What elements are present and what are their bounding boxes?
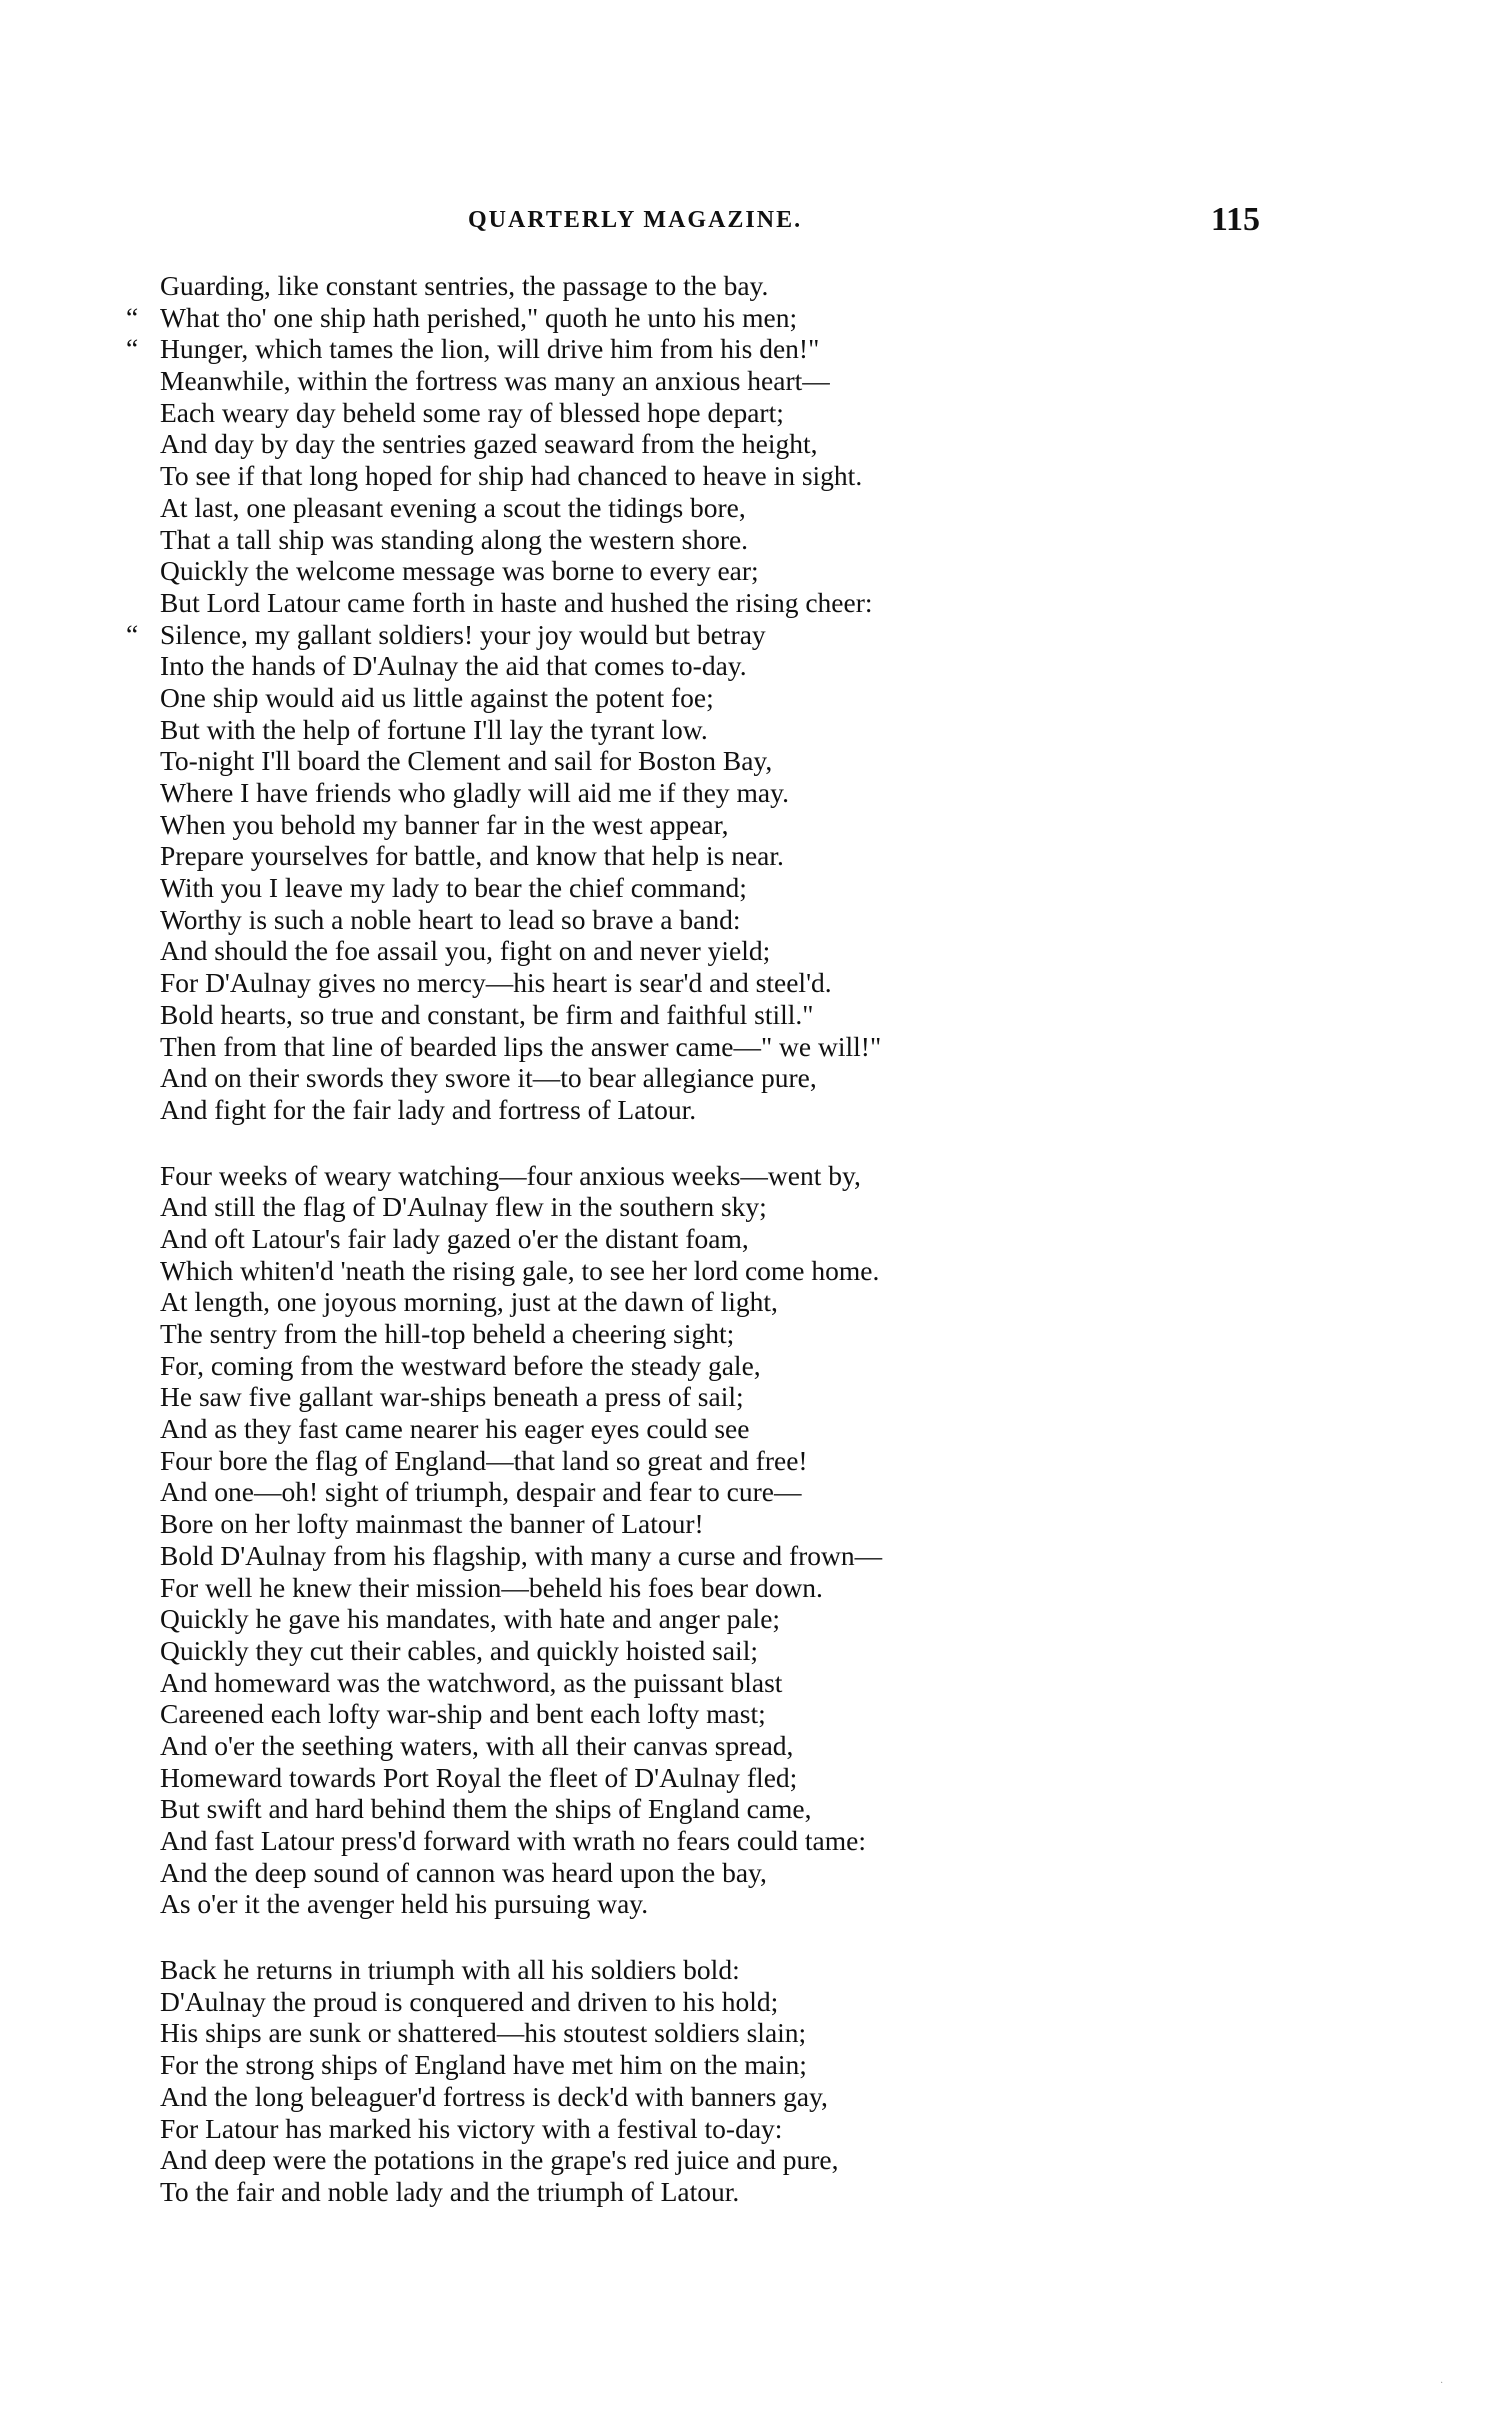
- poem-line: At last, one pleasant evening a scout the tidings bore,: [160, 491, 746, 523]
- poem-line: And fight for the fair lady and fortress of Latour.: [160, 1093, 697, 1125]
- poem-line: Back he returns in triumph with all his soldiers bold:: [160, 1954, 740, 1986]
- poem-line: And as they fast came nearer his eager eyes could see: [160, 1413, 750, 1445]
- poem-line: To-night I'll board the Clement and sail for Boston Bay,: [160, 745, 773, 777]
- poem-line: Bore on her lofty mainmast the banner of Latour!: [160, 1508, 704, 1540]
- poem-line: But swift and hard behind them the ships of England came,: [160, 1793, 812, 1825]
- page-number: 115: [1210, 201, 1260, 238]
- poem-line: And deep were the potations in the grape's red juice and pure,: [160, 2144, 839, 2176]
- stanza: [160, 1160, 1310, 1921]
- poem-line: Worthy is such a noble heart to lead so brave a band:: [160, 903, 741, 935]
- poem-line: But with the help of fortune I'll lay the tyrant low.: [160, 713, 708, 745]
- page-header: [150, 203, 1260, 243]
- poem-line: Prepare yourselves for battle, and know that help is near.: [160, 840, 784, 872]
- poem-line: “ Silence, my gallant soldiers! your joy would but betray: [160, 619, 1310, 651]
- poem-line: For D'Aulnay gives no mercy—his heart is sear'd and steel'd.: [160, 967, 832, 999]
- poem-line: And day by day the sentries gazed seaward from the height,: [160, 428, 818, 460]
- poem-line: To see if that long hoped for ship had chanced to heave in sight.: [160, 460, 863, 492]
- poem-line: Which whiten'd 'neath the rising gale, to see her lord come home.: [160, 1254, 880, 1286]
- poem-line: “ Hunger, which tames the lion, will drive him from his den!": [160, 333, 1310, 365]
- poem-line: But Lord Latour came forth in haste and hushed the rising cheer:: [160, 586, 873, 618]
- poem-line: And homeward was the watchword, as the puissant blast: [160, 1666, 783, 1698]
- page-speck: ·: [1440, 2378, 1444, 2389]
- stanza: [160, 1954, 1310, 2208]
- poem-line: And fast Latour press'd forward with wrath no fears could tame:: [160, 1825, 866, 1856]
- poem-line: And oft Latour's fair lady gazed o'er the distant foam,: [160, 1222, 749, 1254]
- poem-line: And still the flag of D'Aulnay flew in the southern sky;: [160, 1191, 767, 1223]
- poem-line: His ships are sunk or shattered—his stoutest soldiers slain;: [160, 2017, 807, 2049]
- poem-line: For, coming from the westward before the steady gale,: [160, 1349, 761, 1381]
- poem-line: Four weeks of weary watching—four anxious weeks—went by,: [160, 1159, 861, 1191]
- poem-line: When you behold my banner far in the west appear,: [160, 808, 729, 840]
- poem-line: At length, one joyous morning, just at the dawn of light,: [160, 1286, 778, 1318]
- poem-line: Careened each lofty war-ship and bent each lofty mast;: [160, 1698, 766, 1730]
- poem-line: Quickly the welcome message was borne to every ear;: [160, 555, 759, 587]
- poem-line: With you I leave my lady to bear the chief command;: [160, 872, 747, 904]
- poem-line: For Latour has marked his victory with a festival to-day:: [160, 2112, 783, 2144]
- poem-line: D'Aulnay the proud is conquered and driven to his hold;: [160, 1985, 779, 2017]
- poem-body: [160, 270, 1310, 2208]
- poem-line: As o'er it the avenger held his pursuing way.: [160, 1888, 649, 1920]
- poem-line: He saw five gallant war-ships beneath a press of sail;: [160, 1381, 744, 1413]
- poem-line: Each weary day beheld some ray of blessed hope depart;: [160, 396, 784, 428]
- poem-line: Then from that line of bearded lips the answer came—" we will!": [160, 1030, 882, 1062]
- poem-line: Homeward towards Port Royal the fleet of D'Aulnay fled;: [160, 1761, 798, 1793]
- poem-line: For the strong ships of England have met him on the main;: [160, 2049, 807, 2081]
- poem-line: Meanwhile, within the fortress was many an anxious heart—: [160, 365, 830, 397]
- poem-line: Into the hands of D'Aulnay the aid that comes to-day.: [160, 650, 747, 682]
- running-title: QUARTERLY MAGAZINE.: [468, 207, 803, 233]
- poem-line: Quickly he gave his mandates, with hate and anger pale;: [160, 1603, 781, 1635]
- poem-line: Quickly they cut their cables, and quickly hoisted sail;: [160, 1634, 758, 1666]
- poem-line: “ What tho' one ship hath perished," quoth he unto his men;: [160, 302, 1310, 334]
- poem-line: And on their swords they swore it—to bear allegiance pure,: [160, 1062, 817, 1094]
- poem-line: That a tall ship was standing along the western shore.: [160, 523, 749, 555]
- poem-line: Four bore the flag of England—that land so great and free!: [160, 1444, 808, 1476]
- poem-line: And should the foe assail you, fight on and never yield;: [160, 935, 771, 967]
- poem-line: One ship would aid us little against the potent foe;: [160, 681, 714, 713]
- stanza: [160, 270, 1310, 1126]
- poem-line: Guarding, like constant sentries, the passage to the bay.: [160, 270, 769, 301]
- poem-line: And the deep sound of cannon was heard upon the bay,: [160, 1856, 767, 1888]
- poem-line: And one—oh! sight of triumph, despair and fear to cure—: [160, 1476, 802, 1508]
- poem-line: And the long beleaguer'd fortress is deck'd with banners gay,: [160, 2080, 828, 2112]
- poem-line: To the fair and noble lady and the triumph of Latour.: [160, 2175, 740, 2207]
- poem-line: For well he knew their mission—beheld his foes bear down.: [160, 1571, 823, 1603]
- poem-line: Where I have friends who gladly will aid me if they may.: [160, 777, 789, 808]
- poem-line: And o'er the seething waters, with all their canvas spread,: [160, 1729, 794, 1761]
- poem-line: Bold D'Aulnay from his flagship, with many a curse and frown—: [160, 1539, 883, 1571]
- poem-line: The sentry from the hill-top beheld a cheering sight;: [160, 1318, 735, 1349]
- poem-line: Bold hearts, so true and constant, be firm and faithful still.": [160, 998, 814, 1030]
